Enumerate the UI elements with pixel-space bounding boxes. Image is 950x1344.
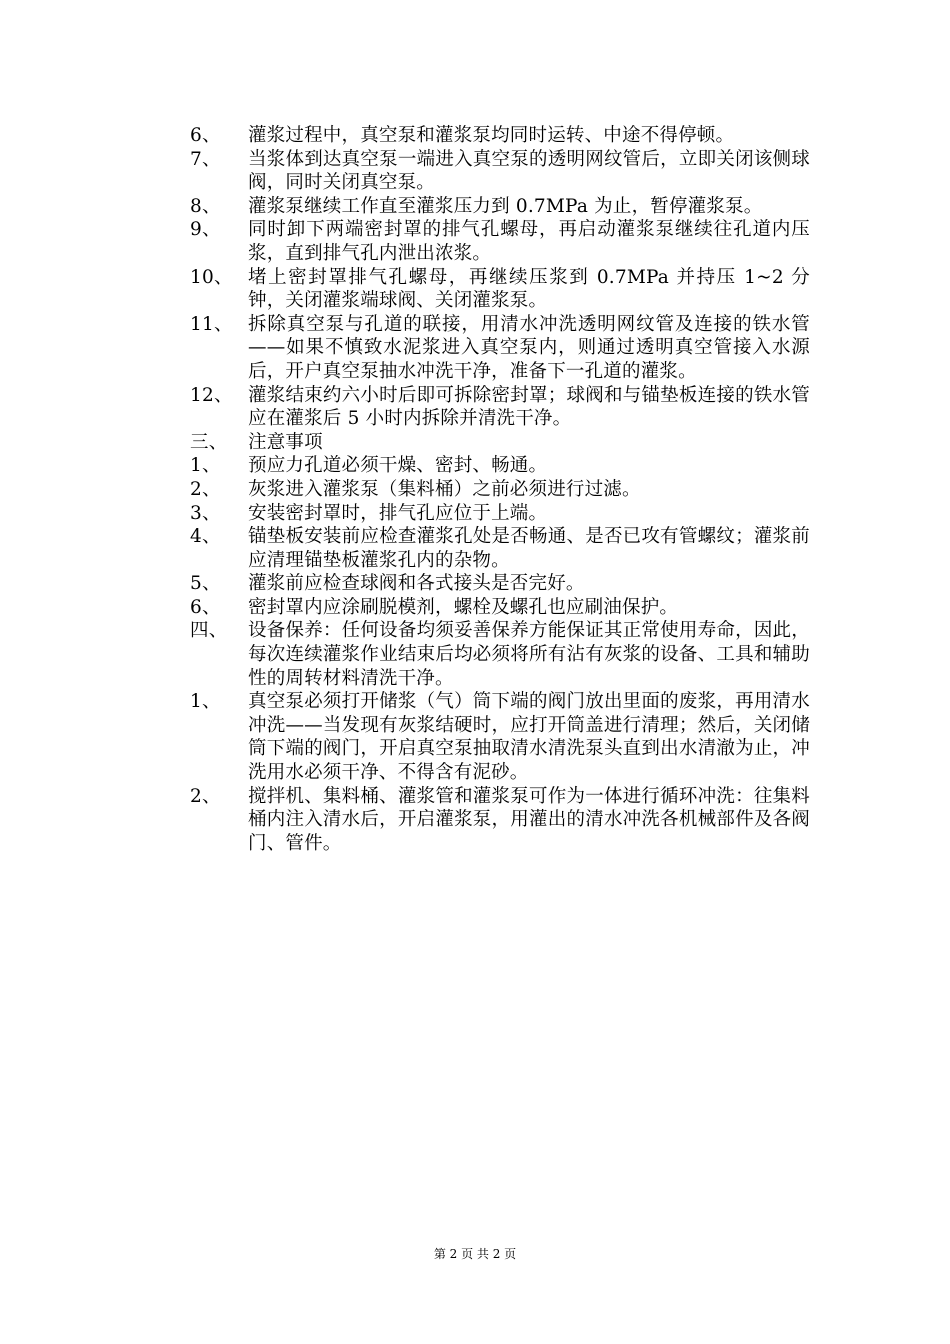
item-text: 灰浆进入灌浆泵（集料桶）之前必须进行过滤。	[248, 478, 641, 500]
list-item	[190, 148, 810, 195]
list-item	[190, 525, 810, 572]
item-number: 12、	[190, 384, 233, 406]
item-text: 同时卸下两端密封罩的排气孔螺母，再启动灌浆泵继续往孔道内压浆，直到排气孔内泄出浓浆。	[248, 219, 810, 264]
item-number: 4、	[190, 526, 221, 548]
item-text: 真空泵必须打开储浆（气）筒下端的阀门放出里面的废浆，再用清水冲洗——当发现有灰浆结硬时，应打开筒盖进行清理；然后，关闭储筒下端的阀门，开启真空泵抽取清水清洗泵头直到出水清澈为止，冲洗用水必须干净、不得含有泥砂。	[248, 691, 810, 784]
item-text: 灌浆泵继续工作直至灌浆压力到 0.7MPa 为止，暂停灌浆泵。	[248, 195, 763, 217]
list-item	[190, 218, 810, 265]
item-text: 预应力孔道必须干燥、密封、畅通。	[248, 455, 548, 477]
list-item	[190, 454, 810, 478]
item-number: 6、	[190, 125, 221, 146]
item-text: 拆除真空泵与孔道的联接，用清水冲洗透明网纹管及连接的铁水管——如果不慎致水泥浆进入真空泵内，则通过透明真空管接入水源后，开户真空泵抽水冲洗干净，准备下一孔道的灌浆。	[248, 313, 810, 382]
item-text: 灌浆结束约六小时后即可拆除密封罩；球阀和与锚垫板连接的铁水管应在灌浆后 5 小时内拆除并清洗干净。	[248, 384, 810, 430]
item-number: 2、	[190, 478, 221, 500]
item-number: 7、	[190, 148, 221, 170]
document-body	[190, 124, 810, 855]
item-text: 当浆体到达真空泵一端进入真空泵的透明网纹管后，立即关闭该侧球阀，同时关闭真空泵。	[248, 148, 810, 194]
item-number: 1、	[190, 691, 221, 713]
section-heading	[190, 431, 810, 455]
section-title: 注意事项	[248, 431, 323, 453]
list-item	[190, 124, 810, 148]
list-item	[190, 596, 810, 620]
item-number: 11、	[190, 313, 233, 335]
item-number: 3、	[190, 502, 221, 524]
section-text: 设备保养：任何设备均须妥善保养方能保证其正常使用寿命，因此，每次连续灌浆作业结束后均必须将所有沾有灰浆的设备、工具和辅助性的周转材料清洗干净。	[248, 620, 810, 689]
item-text: 灌浆前应检查球阀和各式接头是否完好。	[248, 573, 585, 595]
list-item	[190, 502, 810, 526]
section-number: 三、	[190, 431, 228, 453]
item-text: 灌浆过程中，真空泵和灌浆泵均同时运转、中途不得停顿。	[248, 125, 735, 146]
list-item	[190, 572, 810, 596]
page-footer	[0, 1247, 950, 1261]
item-number: 9、	[190, 219, 221, 241]
item-number: 1、	[190, 455, 221, 477]
item-number: 10、	[190, 266, 233, 288]
list-item	[190, 313, 810, 384]
list-item	[190, 384, 810, 431]
list-item	[190, 195, 810, 219]
item-number: 5、	[190, 573, 221, 595]
item-number: 6、	[190, 596, 221, 618]
list-item	[190, 266, 810, 313]
item-number: 2、	[190, 785, 221, 807]
section-number: 四、	[190, 620, 228, 642]
item-text: 堵上密封罩排气孔螺母，再继续压浆到 0.7MPa 并持压 1~2 分钟，关闭灌浆端球阀、关闭灌浆泵。	[248, 266, 810, 312]
page-number: 第 2 页 共 2 页	[433, 1247, 517, 1261]
item-text: 锚垫板安装前应检查灌浆孔处是否畅通、是否已攻有管螺纹；灌浆前应清理锚垫板灌浆孔内的杂物。	[248, 526, 810, 571]
section-heading	[190, 619, 810, 690]
item-number: 8、	[190, 195, 221, 217]
item-text: 安装密封罩时，排气孔应位于上端。	[248, 502, 548, 524]
item-text: 搅拌机、集料桶、灌浆管和灌浆泵可作为一体进行循环冲洗：往集料桶内注入清水后，开启灌浆泵，用灌出的清水冲洗各机械部件及各阀门、管件。	[248, 785, 810, 854]
list-item	[190, 785, 810, 856]
list-item	[190, 478, 810, 502]
item-text: 密封罩内应涂刷脱模剂，螺栓及螺孔也应刷油保护。	[248, 596, 679, 618]
list-item	[190, 690, 810, 784]
